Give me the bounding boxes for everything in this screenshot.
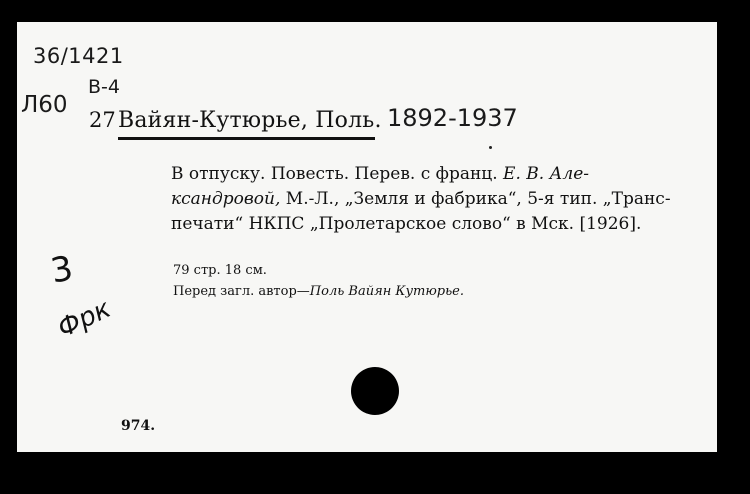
author-underline bbox=[118, 137, 375, 140]
title-note bbox=[173, 284, 464, 299]
collation: 79 стр. 18 см. bbox=[173, 263, 267, 278]
description-line-1-plain: В отпуску. Повесть. Перев. с франц. bbox=[171, 164, 504, 184]
margin-mark-number: 3 bbox=[47, 248, 76, 292]
author-heading: Вайян-Кутюрье, Поль. bbox=[118, 108, 382, 133]
card-punch-hole bbox=[351, 367, 399, 415]
description-line-3 bbox=[171, 212, 671, 237]
pencil-tick bbox=[489, 146, 492, 149]
shelf-mark: В-4 bbox=[88, 76, 120, 98]
description-line-1 bbox=[171, 162, 671, 187]
description-line-1-italic: Е. В. Але- bbox=[503, 164, 590, 184]
margin-mark-scrawl: Фрк bbox=[53, 293, 116, 345]
description-line-2-italic: ксандровой, bbox=[171, 189, 281, 209]
description-line-2 bbox=[171, 187, 671, 212]
bibliographic-description bbox=[171, 162, 671, 237]
catalog-card bbox=[17, 22, 717, 452]
entry-number: 27 bbox=[89, 108, 116, 132]
author-dates: 1892-1937 bbox=[387, 104, 518, 132]
title-note-prefix: Перед загл. автор— bbox=[173, 284, 310, 299]
shelf-prefix: Л60 bbox=[21, 92, 68, 118]
call-number: 36/1421 bbox=[33, 44, 124, 68]
description-line-2-plain: М.-Л., „Земля и фабрика“, 5-я тип. „Транс- bbox=[280, 189, 671, 209]
description-line-3-plain: печати“ НКПС „Пролетарское слово“ в Мск. [1926]. bbox=[171, 214, 642, 234]
card-number: 974. bbox=[121, 418, 156, 434]
title-note-author: Поль Вайян Кутюрье. bbox=[309, 284, 465, 299]
